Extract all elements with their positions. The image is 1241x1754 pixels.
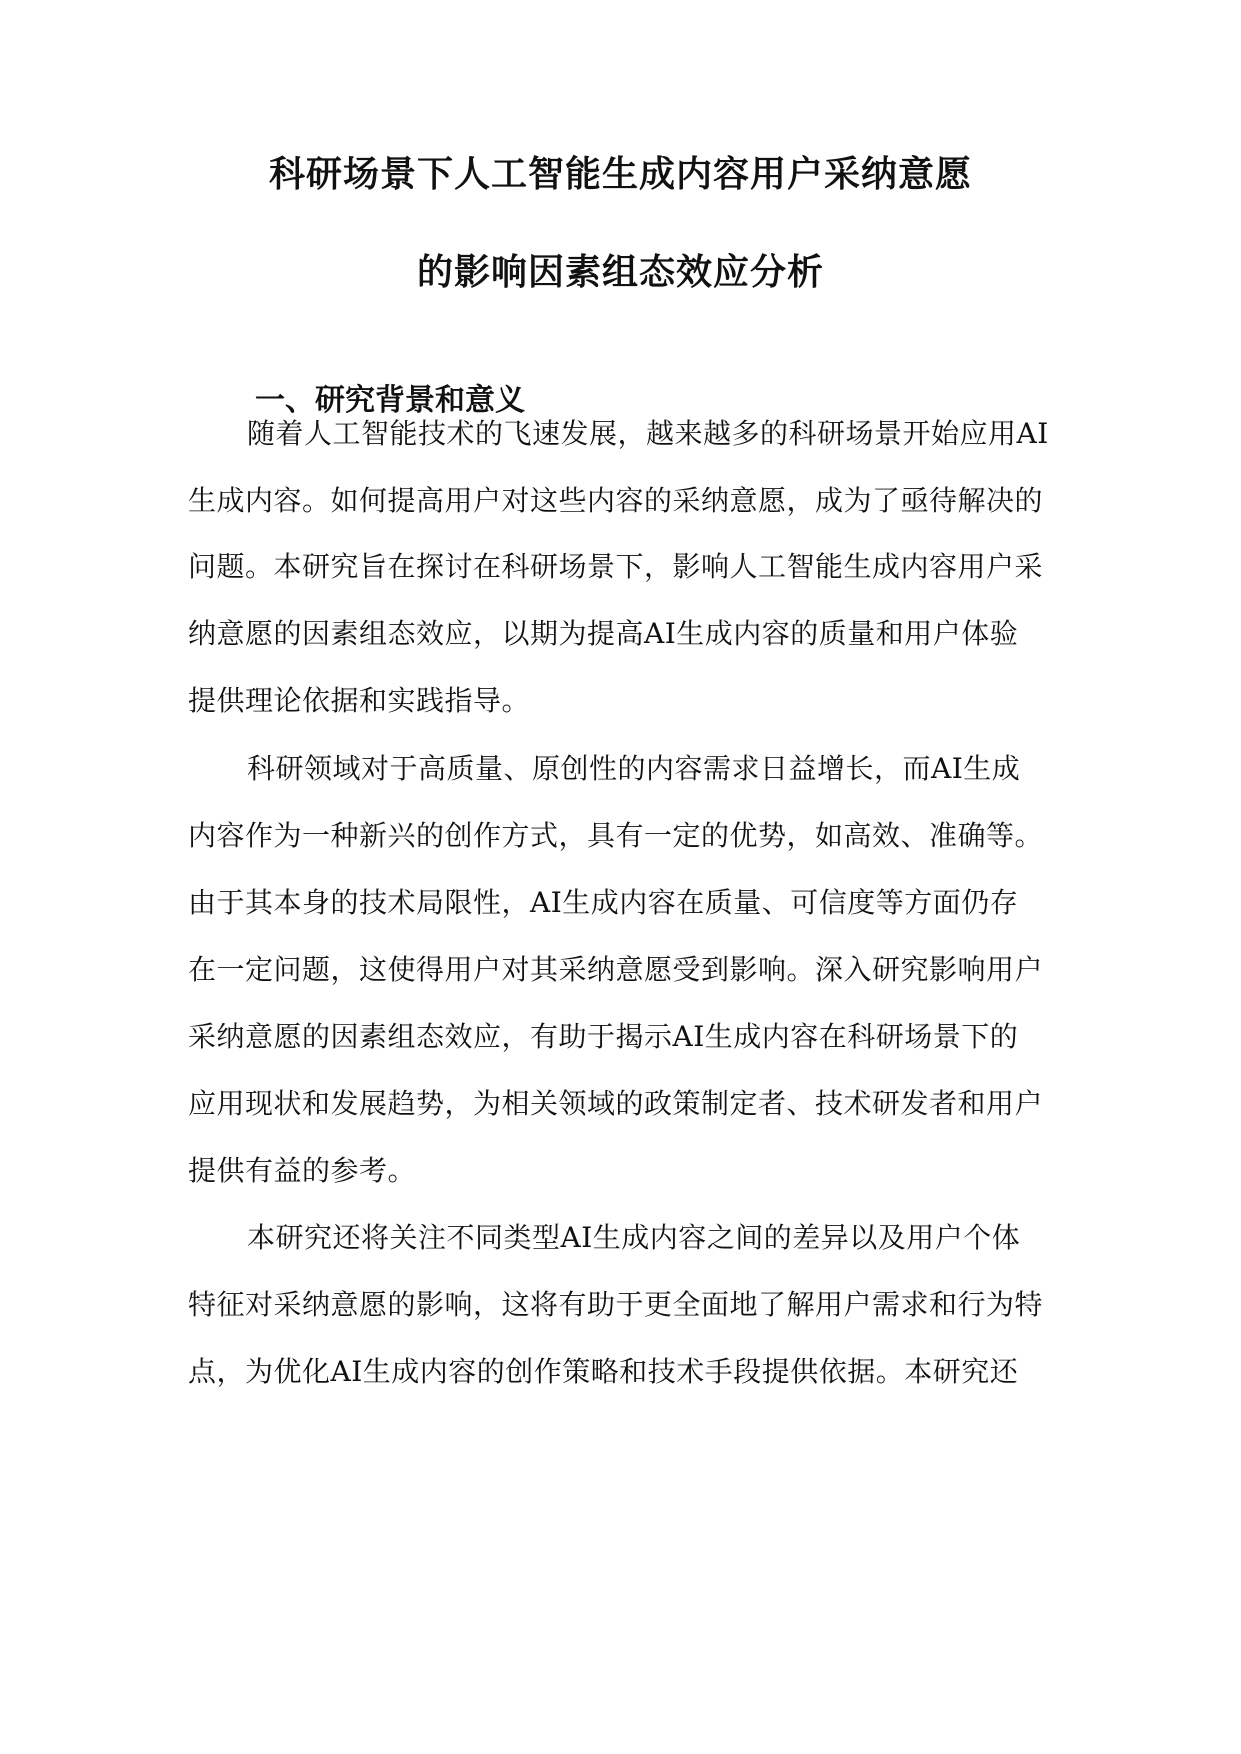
paragraph-2-line-5: 采纳意愿的因素组态效应，有助于揭示AI生成内容在科研场景下的 (188, 1020, 1019, 1053)
paragraph-1-line-5: 提供理论依据和实践指导。 (188, 684, 531, 717)
document-title-line-1: 科研场景下人工智能生成内容用户采纳意愿 (268, 154, 972, 195)
paragraph-2-line-7: 提供有益的参考。 (188, 1154, 417, 1187)
paragraph-2-line-4: 在一定问题，这使得用户对其采纳意愿受到影响。深入研究影响用户 (188, 953, 1044, 986)
section-heading: 一、研究背景和意义 (255, 383, 525, 418)
document-title-line-2: 的影响因素组态效应分析 (416, 252, 824, 293)
paragraph-1-line-3: 问题。本研究旨在探讨在科研场景下，影响人工智能生成内容用户采 (188, 550, 1044, 583)
paragraph-1-line-1: 随着人工智能技术的飞速发展，越来越多的科研场景开始应用AI (247, 417, 1049, 450)
paragraph-3-line-2: 特征对采纳意愿的影响，这将有助于更全面地了解用户需求和行为特 (188, 1288, 1044, 1321)
paragraph-1-line-4: 纳意愿的因素组态效应，以期为提高AI生成内容的质量和用户体验 (188, 617, 1019, 650)
paragraph-2-line-3: 由于其本身的技术局限性，AI生成内容在质量、可信度等方面仍存 (188, 886, 1019, 919)
paragraph-2-line-1: 科研领域对于高质量、原创性的内容需求日益增长，而AI生成 (247, 752, 1021, 785)
paragraph-2-line-2: 内容作为一种新兴的创作方式，具有一定的优势，如高效、准确等。 (188, 819, 1044, 852)
paragraph-3-line-1: 本研究还将关注不同类型AI生成内容之间的差异以及用户个体 (247, 1221, 1021, 1254)
paragraph-2-line-6: 应用现状和发展趋势，为相关领域的政策制定者、技术研发者和用户 (188, 1087, 1044, 1120)
paragraph-1-line-2: 生成内容。如何提高用户对这些内容的采纳意愿，成为了亟待解决的 (188, 484, 1044, 517)
paragraph-3-line-3: 点，为优化AI生成内容的创作策略和技术手段提供依据。本研究还 (188, 1355, 1019, 1388)
